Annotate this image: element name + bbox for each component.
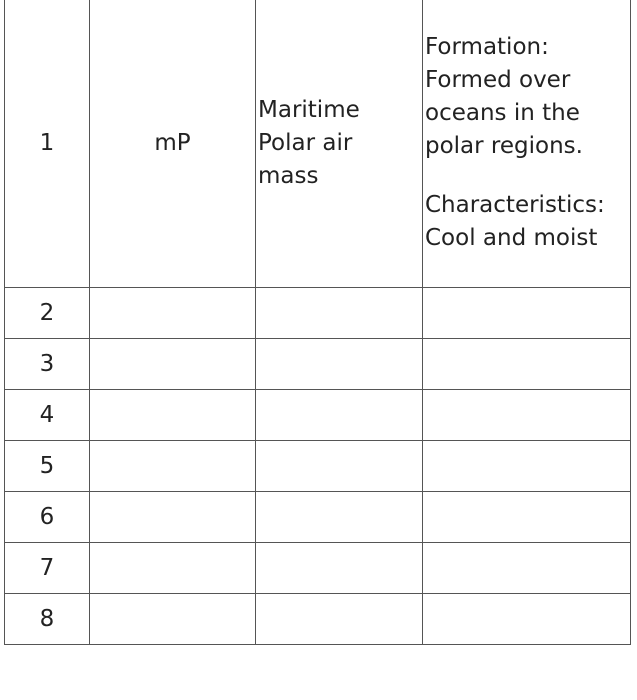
table-row	[5, 0, 631, 288]
air-mass-table	[4, 0, 631, 645]
characteristics-line: Characteristics:	[425, 192, 605, 218]
row-number-cell: 8	[5, 594, 90, 645]
empty-abbreviation-cell	[90, 339, 256, 390]
empty-name-cell	[256, 441, 423, 492]
table-row	[5, 339, 631, 390]
air-mass-abbreviation-cell: mP	[90, 0, 256, 288]
row-number-cell: 3	[5, 339, 90, 390]
formation-line: polar regions.	[425, 133, 583, 159]
empty-name-cell	[256, 594, 423, 645]
table-row	[5, 441, 631, 492]
table-row	[5, 288, 631, 339]
empty-abbreviation-cell	[90, 288, 256, 339]
empty-description-cell	[423, 288, 631, 339]
row-number-cell: 5	[5, 441, 90, 492]
empty-abbreviation-cell	[90, 492, 256, 543]
table-row	[5, 594, 631, 645]
empty-abbreviation-cell	[90, 543, 256, 594]
characteristics-paragraph	[425, 189, 630, 255]
formation-line: Formed over	[425, 67, 571, 93]
formation-line: oceans in the	[425, 100, 580, 126]
air-mass-name-cell	[256, 0, 423, 288]
empty-description-cell	[423, 441, 631, 492]
empty-description-cell	[423, 390, 631, 441]
row-number-cell: 4	[5, 390, 90, 441]
characteristics-line: Cool and moist	[425, 225, 598, 251]
empty-name-cell	[256, 288, 423, 339]
air-mass-name-line: mass	[258, 162, 319, 189]
empty-abbreviation-cell	[90, 594, 256, 645]
description-cell	[423, 0, 631, 288]
formation-paragraph	[425, 31, 630, 163]
empty-name-cell	[256, 390, 423, 441]
row-number-cell: 6	[5, 492, 90, 543]
empty-description-cell	[423, 339, 631, 390]
empty-name-cell	[256, 339, 423, 390]
row-number-cell: 2	[5, 288, 90, 339]
empty-abbreviation-cell	[90, 390, 256, 441]
row-number-cell: 1	[5, 0, 90, 288]
table-row	[5, 543, 631, 594]
row-number-cell: 7	[5, 543, 90, 594]
empty-description-cell	[423, 492, 631, 543]
air-mass-name-line: Maritime	[258, 96, 360, 123]
table-row	[5, 390, 631, 441]
table-row	[5, 492, 631, 543]
empty-name-cell	[256, 543, 423, 594]
empty-abbreviation-cell	[90, 441, 256, 492]
formation-line: Formation:	[425, 34, 549, 60]
empty-name-cell	[256, 492, 423, 543]
empty-description-cell	[423, 543, 631, 594]
empty-description-cell	[423, 594, 631, 645]
air-mass-name-line: Polar air	[258, 129, 353, 156]
